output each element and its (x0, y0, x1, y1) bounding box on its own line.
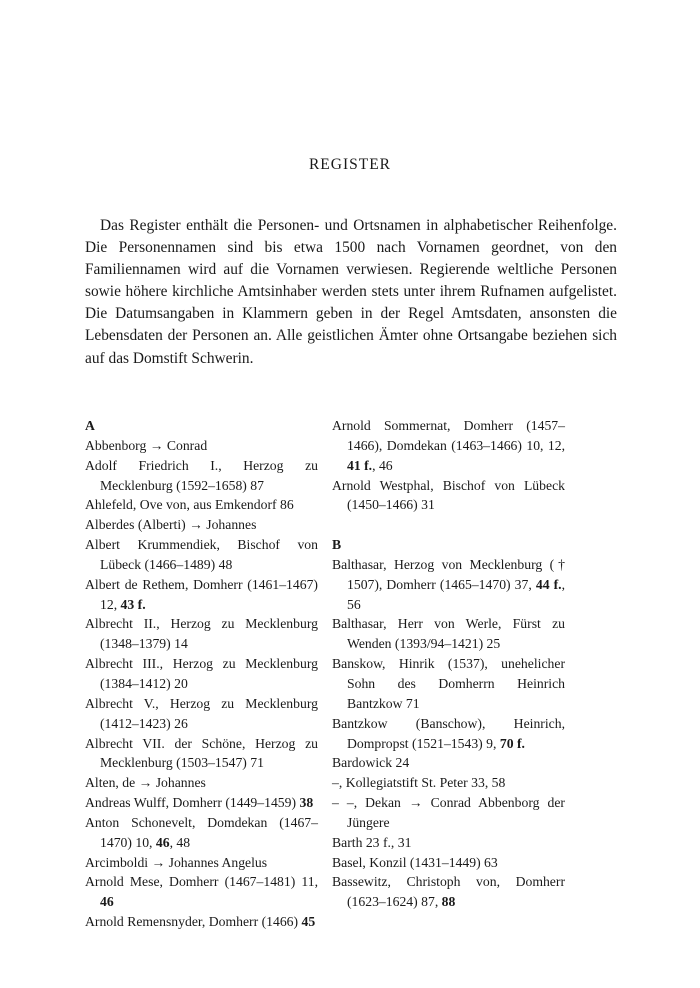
register-entry (85, 694, 318, 734)
entry-text-after: , 56 (347, 576, 565, 612)
entry-text: Alberdes (Alberti) → Johannes (85, 517, 257, 533)
entry-text: Albrecht V., Herzog zu Mecklenburg (1412–1423) 26 (85, 695, 318, 731)
register-entry (332, 555, 565, 615)
register-entry (332, 476, 565, 516)
entry-text: Arnold Remensnyder, Domherr (1466) (85, 914, 302, 930)
register-entry (85, 872, 318, 912)
register-entry (332, 614, 565, 654)
page-title: REGISTER (308, 156, 392, 173)
entry-text: –, Kollegiatstift St. Peter 33, 58 (332, 775, 506, 791)
register-entry (85, 773, 318, 793)
register-entry (85, 436, 318, 456)
register-entry (85, 853, 318, 873)
entry-page-bold: 43 f. (120, 596, 146, 612)
entry-page-bold: 88 (441, 894, 456, 910)
register-entry (332, 872, 565, 912)
register-entry (332, 793, 565, 833)
entry-text: – –, Dekan → Conrad Abbenborg der Jüngere (332, 795, 565, 830)
register-entry (85, 654, 318, 694)
entry-text: Arnold Sommernat, Domherr (1457–1466), Domdekan (1463–1466) 10, 12, (332, 418, 565, 453)
intro-paragraph: Das Register enthält die Personen- und Ortsnamen in alphabetischer Reihenfolge. Die Personennamen sind bis etwa 1500 nach Vornamen geordnet, von den Familiennamen wird auf die Vornamen verwiesen. Regierende weltliche Personen sowie höhere kirchliche Amtsinhaber werden stets unter ihrem Rufnamen aufgelistet. Die Datumsangaben in Klammern geben in der Regel Amtsdaten, ansonsten die Lebensdaten der Personen an. Alle geistlichen Ämter ohne Ortsangabe beziehen sich auf das Domstift Schwerin. (85, 217, 617, 367)
entries-right-a (332, 416, 565, 515)
register-entry (85, 912, 318, 932)
register-entry (332, 416, 565, 476)
entry-text: Abbenborg → Conrad (85, 437, 208, 453)
section-letter-a: A (85, 418, 95, 433)
entry-text: Balthasar, Herzog von Mecklenburg († 1507), Domherr (1465–1470) 37, (332, 556, 565, 592)
entry-text: Ahlefeld, Ove von, aus Emkendorf 86 (85, 497, 294, 513)
register-entry (332, 654, 565, 714)
entries-right-b (332, 555, 565, 912)
entry-text: Barth 23 f., 31 (332, 834, 412, 850)
entry-page-bold: 44 f. (535, 576, 562, 592)
register-entry (85, 734, 318, 774)
register-column-left (85, 416, 318, 932)
section-letter-b: B (332, 537, 342, 553)
entry-text: Basel, Konzil (1431–1449) 63 (332, 854, 498, 870)
register-entry (332, 773, 565, 793)
register-column-right (332, 416, 565, 912)
entry-page-bold: 38 (299, 795, 314, 811)
entry-page-bold: 41 f. (347, 457, 373, 473)
entry-text-after: , 46 (372, 457, 393, 473)
entry-text: Bardowick 24 (332, 755, 410, 771)
entry-page-bold: 45 (301, 914, 316, 930)
register-entry (332, 714, 565, 754)
register-entry (85, 515, 318, 535)
register-entry (85, 575, 318, 615)
entry-text: Albrecht II., Herzog zu Mecklenburg (1348–1379) 14 (85, 616, 318, 652)
entry-text: Arnold Westphal, Bischof von Lübeck (1450–1466) 31 (332, 477, 565, 513)
section-gap (332, 515, 565, 535)
entry-text: Andreas Wulff, Domherr (1449–1459) (85, 795, 300, 811)
entry-text: Adolf Friedrich I., Herzog zu Mecklenburg (1592–1658) 87 (85, 457, 318, 493)
entry-text: Balthasar, Herr von Werle, Fürst zu Wenden (1393/94–1421) 25 (332, 616, 565, 652)
entry-text: Alten, de → Johannes (85, 775, 206, 791)
entries-left (85, 436, 318, 932)
entry-text: Bantzkow (Banschow), Heinrich, Dompropst (1521–1543) 9, (332, 715, 565, 751)
entry-text: Albrecht III., Herzog zu Mecklenburg (1384–1412) 20 (85, 656, 318, 691)
entry-text: Albrecht VII. der Schöne, Herzog zu Mecklenburg (1503–1547) 71 (85, 735, 318, 771)
entry-text: Albert Krummendiek, Bischof von Lübeck (1466–1489) 48 (85, 537, 318, 572)
entry-text: Anton Schonevelt, Domdekan (1467–1470) 10, (85, 814, 318, 850)
register-entry (85, 456, 318, 496)
register-entry (85, 793, 318, 813)
entry-text: Arcimboldi → Johannes Angelus (85, 854, 268, 870)
register-entry (85, 813, 318, 853)
register-entry (332, 853, 565, 873)
register-entry (85, 614, 318, 654)
register-entry (85, 495, 318, 515)
entry-text: Albert de Rethem, Domherr (1461–1467) 12, (85, 576, 318, 612)
entry-text-after: , 48 (169, 834, 191, 850)
register-entry (332, 753, 565, 773)
entry-page-bold: 46 (155, 834, 170, 850)
entry-text: Banskow, Hinrik (1537), unehelicher Sohn des Domherrn Heinrich Bantzkow 71 (332, 656, 565, 711)
register-entry (85, 535, 318, 575)
entry-page-bold: 46 (100, 894, 114, 910)
entry-text: Bassewitz, Christoph von, Domherr (1623–1624) 87, (332, 874, 565, 910)
entry-page-bold: 70 f. (499, 735, 525, 751)
entry-text: Arnold Mese, Domherr (1467–1481) 11, (85, 874, 318, 890)
register-entry (332, 833, 565, 853)
